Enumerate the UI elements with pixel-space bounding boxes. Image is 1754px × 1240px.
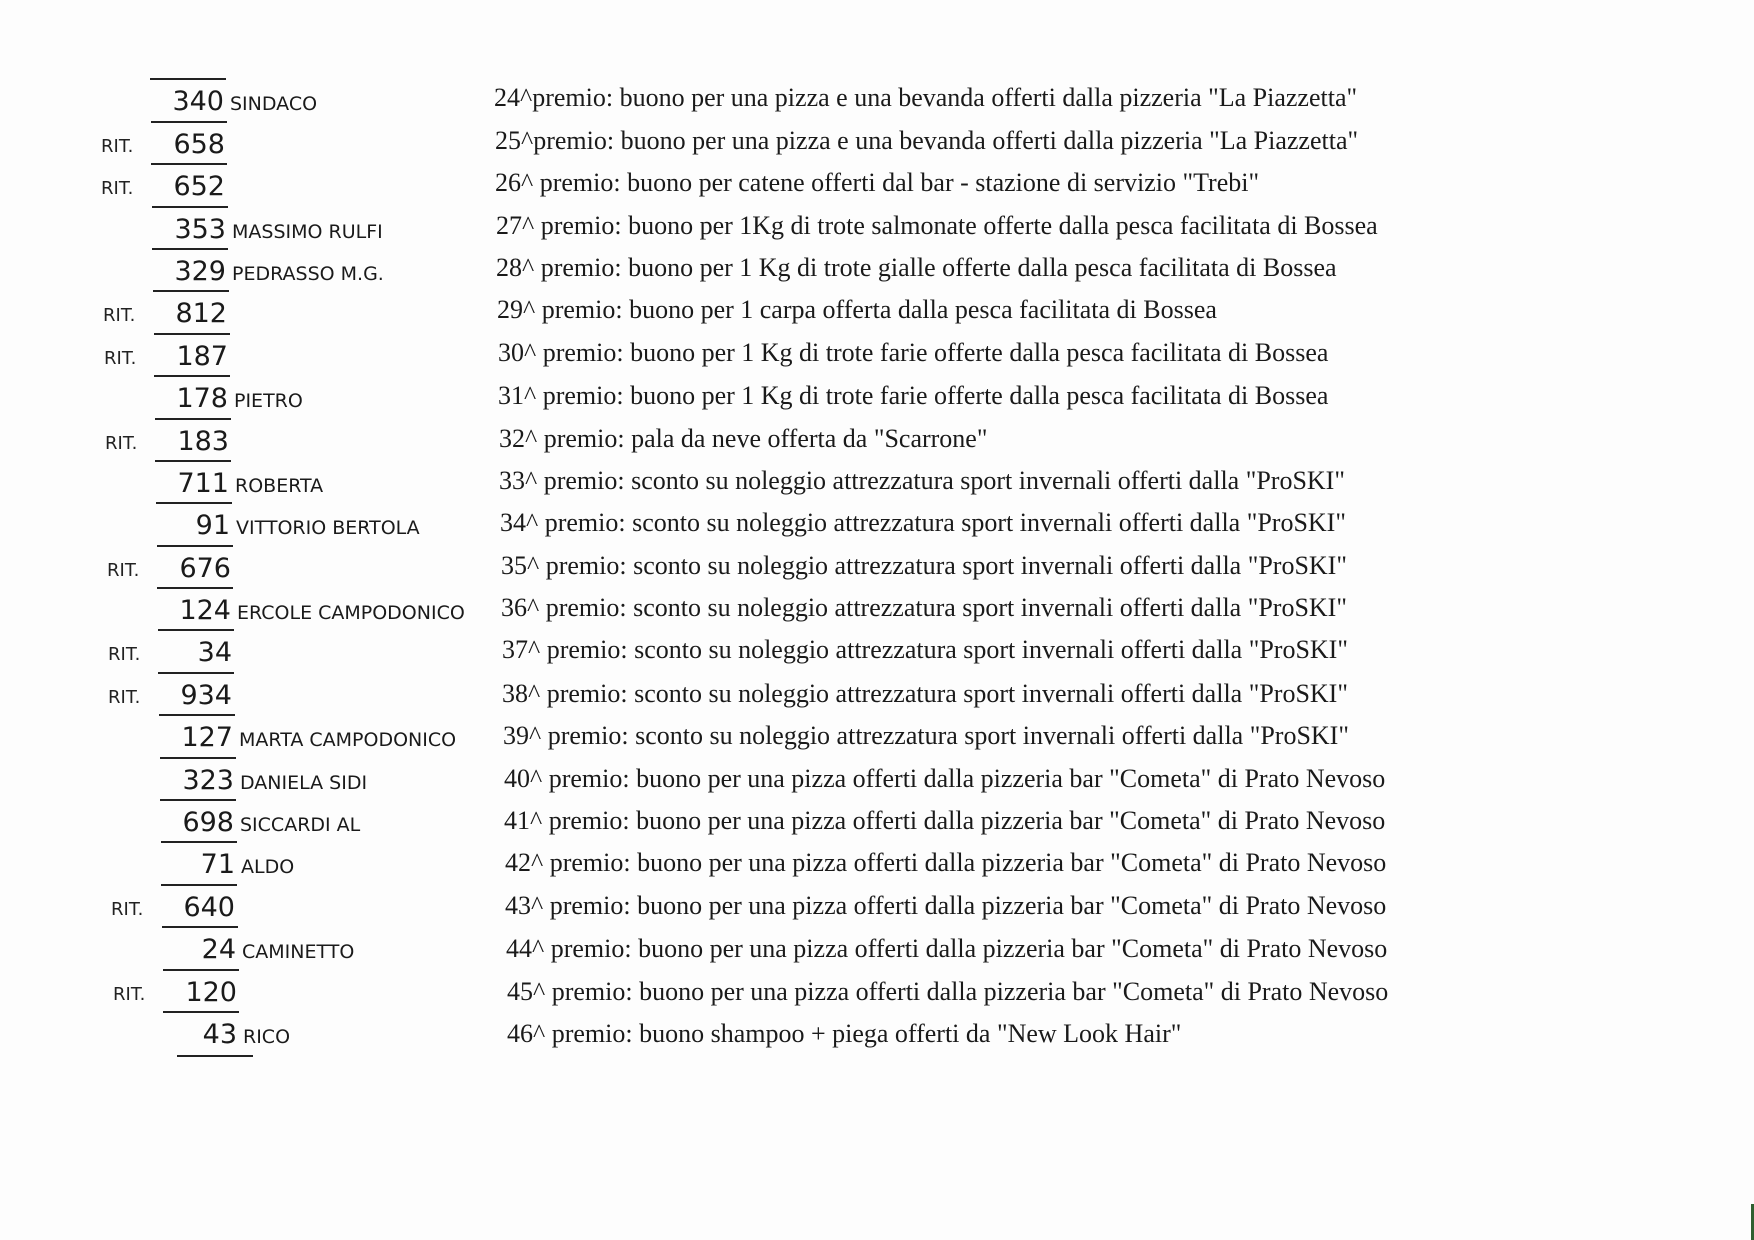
list-item (0, 968, 1754, 1010)
prize-description: 35^ premio: sconto su noleggio attrezzatura sport invernali offerti dalla "ProSKI" (501, 550, 1347, 580)
list-item (0, 502, 1754, 544)
winner-name: ERCOLE CAMPODONICO (237, 602, 465, 625)
prize-description: 44^ premio: buono per una pizza offerti dalla pizzeria bar "Cometa" di Prato Nevoso (506, 934, 1388, 964)
list-item (0, 460, 1754, 502)
ticket-number-cell (160, 799, 236, 841)
ticket-number: 652 (173, 171, 225, 203)
prize-description: 26^ premio: buono per catene offerti dal bar - stazione di servizio "Trebi" (495, 168, 1260, 198)
ticket-number-cell (158, 629, 234, 671)
list-item (0, 78, 1754, 120)
list-item (0, 926, 1754, 968)
rit-marker: RIT. (104, 347, 137, 369)
prize-description: 31^ premio: buono per 1 Kg di trote farie offerte dalla pesca facilitata di Bossea (498, 381, 1329, 411)
list-item (0, 163, 1754, 205)
ticket-number: 329 (174, 255, 226, 287)
prize-description: 39^ premio: sconto su noleggio attrezzatura sport invernali offerti dalla "ProSKI" (503, 721, 1349, 751)
ticket-number: 120 (185, 976, 237, 1008)
winner-name: MARTA CAMPODONICO (239, 729, 457, 752)
ticket-number-cell (160, 757, 236, 799)
ticket-number: 640 (183, 891, 235, 923)
winner-name: SICCARDI AL (240, 814, 361, 837)
ticket-number-cell (150, 78, 226, 120)
ticket-number: 178 (176, 383, 228, 415)
list-item (0, 417, 1754, 459)
rit-marker: RIT. (108, 686, 141, 708)
winner-name: CAMINETTO (242, 941, 355, 964)
ticket-number: 711 (177, 467, 229, 499)
ticket-number: 24 (201, 934, 236, 966)
ticket-number-cell (153, 290, 229, 332)
prize-description: 41^ premio: buono per una pizza offerti dalla pizzeria bar "Cometa" di Prato Nevoso (504, 806, 1386, 836)
prize-description: 30^ premio: buono per 1 Kg di trote farie offerte dalla pesca facilitata di Bossea (498, 337, 1329, 367)
list-item (0, 799, 1754, 841)
ticket-number: 323 (182, 764, 234, 796)
ticket-number-cell (163, 969, 239, 1011)
rit-marker: RIT. (111, 898, 144, 920)
ticket-number: 934 (180, 679, 232, 711)
winner-name: PIETRO (234, 390, 303, 413)
ticket-number: 43 (202, 1018, 237, 1050)
ticket-number: 812 (175, 298, 227, 330)
ticket-number-cell (154, 333, 230, 375)
prize-description: 46^ premio: buono shampoo + piega offerti da "New Look Hair" (507, 1018, 1182, 1048)
list-item (0, 756, 1754, 798)
ticket-number-cell (155, 460, 231, 502)
ticket-number-cell (154, 375, 230, 417)
ticket-number: 658 (173, 128, 225, 160)
list-item (0, 587, 1754, 629)
ticket-number-cell (161, 884, 237, 926)
rit-marker: RIT. (113, 983, 146, 1005)
ticket-number-cell (156, 502, 232, 544)
ticket-number-cell (158, 672, 234, 714)
ticket-number: 124 (179, 595, 231, 627)
rit-marker: RIT. (101, 135, 134, 157)
ticket-number: 676 (179, 552, 231, 584)
ticket-number-cell (152, 248, 228, 290)
prize-description: 28^ premio: buono per 1 Kg di trote gialle offerte dalla pesca facilitata di Bossea (496, 252, 1337, 282)
ticket-number-cell (163, 1011, 239, 1053)
list-item (0, 205, 1754, 247)
ticket-number: 698 (182, 807, 234, 839)
list-item (0, 671, 1754, 713)
prize-description: 27^ premio: buono per 1Kg di trote salmonate offerte dalla pesca facilitata di Bossea (496, 210, 1378, 240)
prize-description: 24^premio: buono per una pizza e una bevanda offerti dalla pizzeria "La Piazzetta" (494, 83, 1358, 113)
ticket-number-cell (151, 163, 227, 205)
ticket-number-cell (157, 545, 233, 587)
prize-list (0, 78, 1754, 1053)
list-item (0, 120, 1754, 162)
winner-name: DANIELA SIDI (240, 771, 368, 794)
ticket-number: 340 (172, 86, 224, 118)
prize-description: 29^ premio: buono per 1 carpa offerta dalla pesca facilitata di Bossea (497, 295, 1217, 325)
list-item (0, 1011, 1754, 1053)
prize-description: 33^ premio: sconto su noleggio attrezzatura sport invernali offerti dalla "ProSKI" (499, 465, 1345, 495)
prize-description: 34^ premio: sconto su noleggio attrezzatura sport invernali offerti dalla "ProSKI" (500, 508, 1346, 538)
winner-name: MASSIMO RULFI (232, 220, 383, 243)
prize-description: 37^ premio: sconto su noleggio attrezzatura sport invernali offerti dalla "ProSKI" (502, 635, 1348, 665)
prize-description: 32^ premio: pala da neve offerta da "Scarrone" (499, 423, 988, 453)
rit-marker: RIT. (103, 305, 136, 327)
prize-description: 40^ premio: buono per una pizza offerti dalla pizzeria bar "Cometa" di Prato Nevoso (504, 763, 1386, 793)
winner-name: VITTORIO BERTOLA (236, 517, 420, 540)
rit-marker: RIT. (101, 178, 134, 200)
ticket-number-cell (155, 418, 231, 460)
ticket-number-cell (159, 714, 235, 756)
ticket-number: 127 (181, 722, 233, 754)
ticket-number: 187 (176, 340, 228, 372)
prize-description: 38^ premio: sconto su noleggio attrezzatura sport invernali offerti dalla "ProSKI" (502, 678, 1348, 708)
list-item (0, 883, 1754, 925)
ticket-number-cell (157, 587, 233, 629)
rit-marker: RIT. (107, 559, 140, 581)
closing-rule (177, 1055, 253, 1057)
winner-name: RICO (243, 1025, 291, 1048)
winner-name: PEDRASSO M.G. (232, 262, 384, 285)
list-item (0, 375, 1754, 417)
winner-name: SINDACO (230, 93, 318, 116)
winner-name: ROBERTA (235, 474, 324, 497)
ticket-number-cell (162, 926, 238, 968)
list-item (0, 332, 1754, 374)
list-item (0, 248, 1754, 290)
list-item (0, 290, 1754, 332)
ticket-number-cell (161, 841, 237, 883)
prize-description: 43^ premio: buono per una pizza offerti dalla pizzeria bar "Cometa" di Prato Nevoso (505, 890, 1387, 920)
winner-name: ALDO (241, 856, 295, 879)
ticket-number: 91 (195, 510, 230, 542)
rit-marker: RIT. (105, 432, 138, 454)
prize-description: 25^premio: buono per una pizza e una bevanda offerti dalla pizzeria "La Piazzetta" (495, 125, 1359, 155)
ticket-number: 71 (200, 849, 235, 881)
prize-description: 42^ premio: buono per una pizza offerti dalla pizzeria bar "Cometa" di Prato Nevoso (505, 848, 1387, 878)
list-item (0, 714, 1754, 756)
ticket-number-cell (151, 121, 227, 163)
prize-description: 36^ premio: sconto su noleggio attrezzatura sport invernali offerti dalla "ProSKI" (501, 593, 1347, 623)
ticket-number: 353 (174, 213, 226, 245)
list-item (0, 629, 1754, 671)
ticket-number: 34 (197, 637, 232, 669)
prize-description: 45^ premio: buono per una pizza offerti dalla pizzeria bar "Cometa" di Prato Nevoso (507, 976, 1389, 1006)
rit-marker: RIT. (108, 644, 141, 666)
list-item (0, 544, 1754, 586)
ticket-number: 183 (177, 425, 229, 457)
list-item (0, 841, 1754, 883)
ticket-number-cell (152, 206, 228, 248)
